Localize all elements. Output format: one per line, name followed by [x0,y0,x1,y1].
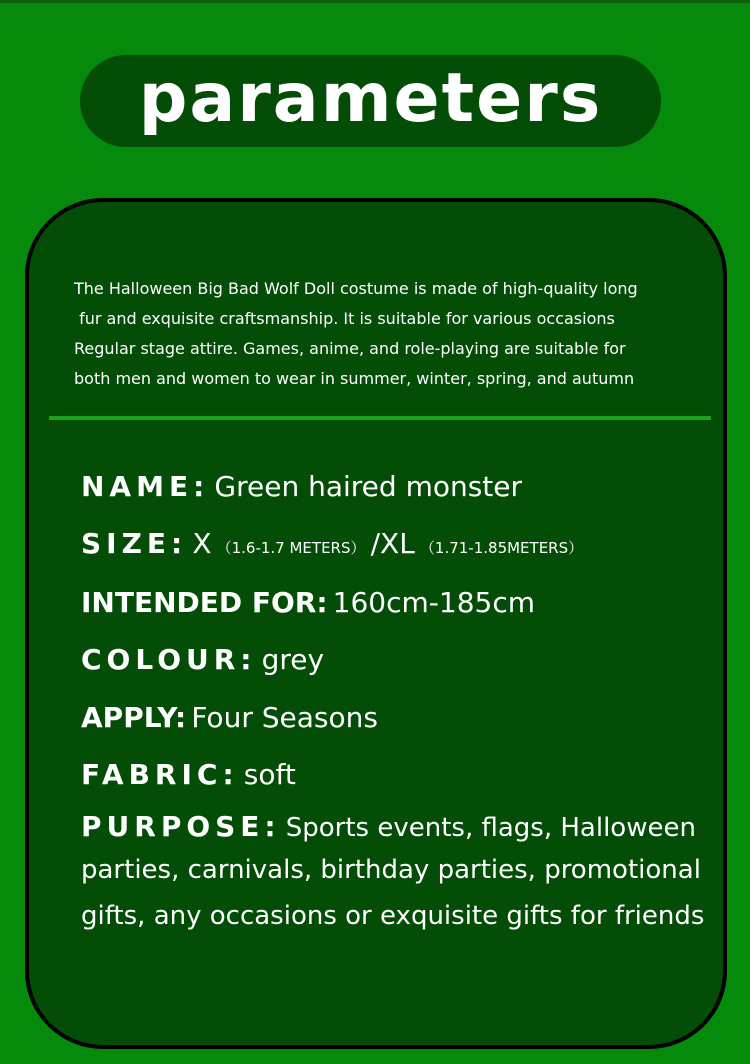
intro-line: The Halloween Big Bad Wolf Doll costume is made of high-quality long [74,279,638,298]
param-value: Green haired monster [214,470,523,503]
param-value: 160cm-185cm [332,586,535,619]
param-value: Four Seasons [191,701,378,734]
page-title: parameters [138,59,603,138]
size-xl: /XL [370,527,415,560]
purpose-line: parties, carnivals, birthday parties, promotional [81,855,701,885]
param-intended-for [81,586,535,619]
param-label: FABRIC: [81,758,239,791]
intro-paragraph [74,274,704,394]
intro-line: fur and exquisite craftsmanship. It is suitable for various occasions [74,309,615,328]
param-fabric [81,758,296,791]
param-label: INTENDED FOR: [81,586,328,619]
param-colour [81,643,324,676]
size-x-range: （1.6-1.7 METERS） [216,539,366,557]
param-value: grey [261,643,325,676]
intro-line: both men and women to wear in summer, winter, spring, and autumn [74,369,635,388]
param-label: SIZE: [81,527,188,560]
size-xl-range: （1.71-1.85METERS） [419,539,584,557]
top-edge-line [0,0,750,3]
size-x: X [192,527,212,560]
param-apply [81,701,378,734]
param-value: soft [243,758,296,791]
title-banner [80,55,661,147]
purpose-line: gifts, any occasions or exquisite gifts for friends [81,901,705,931]
intro-line: Regular stage attire. Games, anime, and role-playing are suitable for [74,339,626,358]
param-label: COLOUR: [81,643,257,676]
purpose-line: Sports events, flags, Halloween [285,813,696,843]
param-label: APPLY: [81,701,187,734]
param-name [81,470,522,503]
param-purpose [81,805,696,851]
parameters-card [25,198,727,1049]
section-divider [49,416,711,420]
param-label: NAME: [81,470,210,503]
param-size [81,527,583,560]
param-label: PURPOSE: [81,810,281,843]
